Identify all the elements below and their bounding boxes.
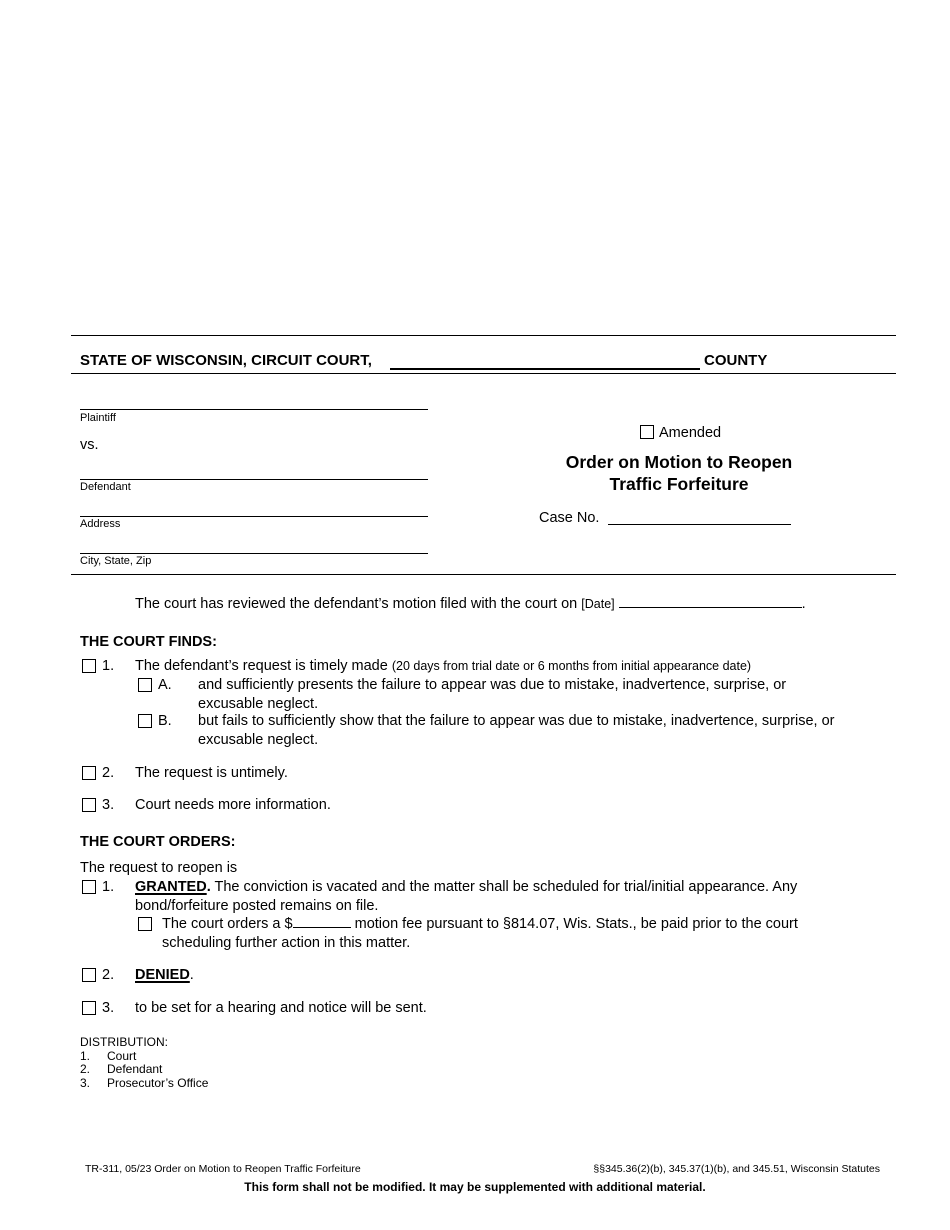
finding-b-text: [198, 712, 834, 749]
defendant-label: Defendant: [80, 481, 131, 493]
address-field[interactable]: [80, 516, 428, 517]
footer-statutes: §§345.36(2)(b), 345.37(1)(b), and 345.51, Wisconsin Statutes: [593, 1163, 880, 1175]
top-rule: [71, 335, 896, 336]
address-label: Address: [80, 518, 121, 530]
distribution-label: Defendant: [107, 1062, 163, 1076]
fee-pre: The court orders a $: [162, 916, 293, 932]
intro-period: .: [801, 596, 806, 612]
finding-2-checkbox[interactable]: [82, 766, 96, 780]
section-rule: [71, 574, 896, 575]
finding-1-label: The defendant’s request is timely made: [135, 658, 388, 674]
distribution-item: [80, 1063, 208, 1077]
city-state-zip-field[interactable]: [80, 553, 428, 554]
finding-a-text: [198, 676, 786, 713]
order-3-text: to be set for a hearing and notice will be sent.: [135, 1000, 427, 1016]
finding-3-text: Court needs more information.: [135, 797, 331, 813]
intro-text: [135, 595, 806, 613]
date-hint: [Date]: [581, 597, 615, 611]
denied-dot: .: [189, 967, 194, 983]
finding-1-note: (20 days from trial date or 6 months from initial appearance date): [391, 659, 752, 673]
county-field[interactable]: [390, 368, 700, 370]
distribution-item: [80, 1050, 208, 1064]
finding-a-letter: A.: [158, 677, 172, 693]
motion-date-field[interactable]: [619, 595, 802, 608]
orders-lead: The request to reopen is: [80, 860, 238, 876]
finding-a-line2: excusable neglect.: [198, 696, 319, 712]
order-1-checkbox[interactable]: [82, 880, 96, 894]
findings-heading: THE COURT FINDS:: [80, 634, 217, 650]
finding-a-checkbox[interactable]: [138, 678, 152, 692]
finding-2-number: 2.: [102, 765, 115, 781]
distribution-num: 2.: [80, 1062, 91, 1076]
finding-3-number: 3.: [102, 797, 115, 813]
fee-line2: scheduling further action in this matter.: [162, 935, 411, 951]
finding-b-line1: but fails to sufficiently show that the failure to appear was due to mistake, inadvertence, surprise, or: [198, 713, 835, 729]
fee-post: motion fee pursuant to §814.07, Wis. Stats., be paid prior to the court: [354, 916, 798, 932]
vs-label: vs.: [80, 437, 99, 453]
motion-fee-text: [162, 915, 798, 952]
finding-1-text: [135, 657, 751, 675]
form-title-line2: Traffic Forfeiture: [609, 474, 749, 494]
caption-rule: [71, 373, 896, 374]
order-1-line2: bond/forfeiture posted remains on file.: [135, 898, 379, 914]
form-title: [500, 451, 858, 495]
distribution-num: 3.: [80, 1075, 91, 1090]
order-2-text: [135, 966, 194, 984]
order-2-number: 2.: [102, 967, 115, 983]
orders-heading: THE COURT ORDERS:: [80, 834, 236, 850]
plaintiff-label: Plaintiff: [80, 412, 116, 424]
granted-dot: .: [206, 879, 211, 895]
finding-b-checkbox[interactable]: [138, 714, 152, 728]
finding-1-number: 1.: [102, 658, 115, 674]
order-1-number: 1.: [102, 879, 115, 895]
case-no-label: Case No.: [539, 510, 600, 526]
footer-notice: This form shall not be modified. It may be supplemented with additional material.: [244, 1180, 706, 1194]
finding-1-checkbox[interactable]: [82, 659, 96, 673]
plaintiff-field[interactable]: [80, 409, 428, 410]
order-3-number: 3.: [102, 1000, 115, 1016]
intro-sentence: The court has reviewed the defendant’s motion filed with the court on: [135, 596, 578, 612]
court-caption: [80, 352, 372, 370]
distribution-label: Court: [107, 1048, 137, 1063]
order-1-line1: The conviction is vacated and the matter shall be scheduled for trial/initial appearance. Any: [214, 879, 798, 895]
distribution-heading: DISTRIBUTION:: [80, 1035, 169, 1049]
county-label: COUNTY: [704, 352, 768, 369]
city-state-zip-label: City, State, Zip: [80, 555, 152, 567]
finding-a-line1: and sufficiently presents the failure to appear was due to mistake, inadvertence, surprise, or: [198, 677, 787, 693]
finding-2-text: The request is untimely.: [135, 765, 288, 781]
order-1-text: [135, 878, 797, 915]
case-no-field[interactable]: [608, 524, 791, 525]
state-court-label: STATE OF WISCONSIN, CIRCUIT COURT,: [80, 352, 372, 369]
motion-fee-amount-field[interactable]: [293, 915, 351, 928]
distribution: [80, 1036, 208, 1090]
amended-checkbox[interactable]: [640, 425, 654, 439]
finding-b-line2: excusable neglect.: [198, 732, 319, 748]
finding-b-letter: B.: [158, 713, 172, 729]
denied-label: DENIED: [135, 967, 190, 983]
amended-label: Amended: [659, 425, 722, 441]
distribution-item: [80, 1077, 208, 1091]
order-2-checkbox[interactable]: [82, 968, 96, 982]
footer-form-id: TR-311, 05/23 Order on Motion to Reopen Traffic Forfeiture: [85, 1163, 361, 1175]
finding-3-checkbox[interactable]: [82, 798, 96, 812]
defendant-field[interactable]: [80, 479, 428, 480]
motion-fee-checkbox[interactable]: [138, 917, 152, 931]
granted-label: GRANTED: [135, 879, 207, 895]
distribution-label: Prosecutor’s Office: [107, 1075, 209, 1090]
order-3-checkbox[interactable]: [82, 1001, 96, 1015]
form-title-line1: Order on Motion to Reopen: [565, 452, 793, 472]
distribution-num: 1.: [80, 1048, 91, 1063]
